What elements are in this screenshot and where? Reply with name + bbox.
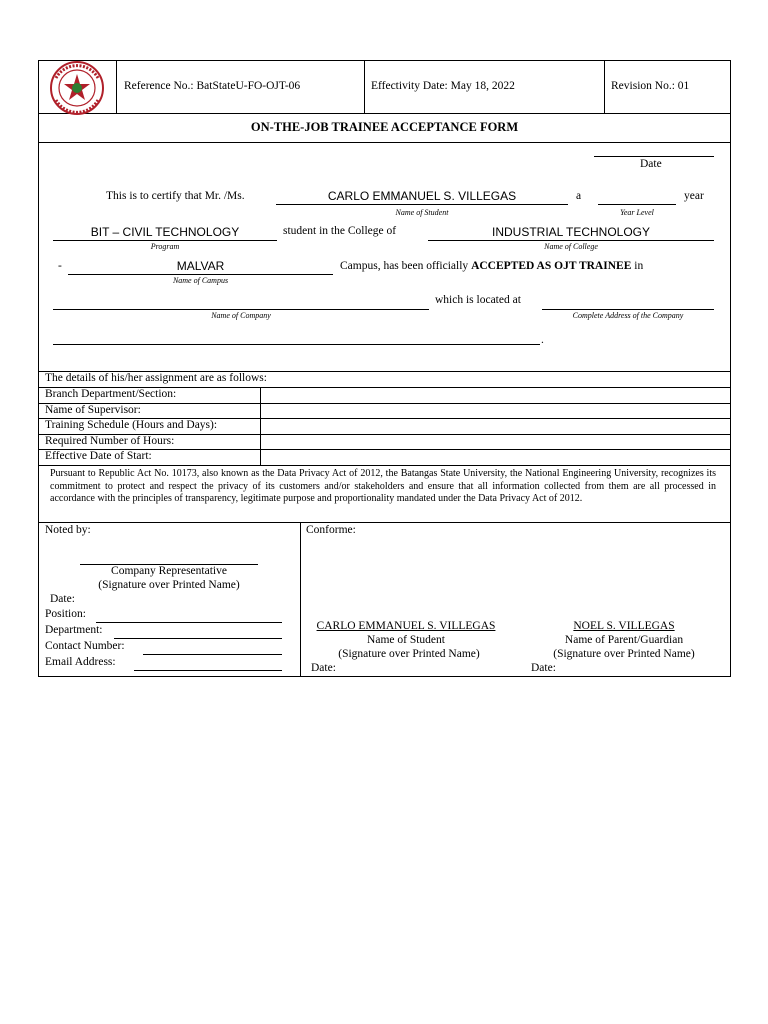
address-continuation-line[interactable] [53,344,540,345]
conforme-parent-signature-caption: (Signature over Printed Name) [553,648,695,660]
student-name-field[interactable]: CARLO EMMANUEL S. VILLEGAS [327,189,517,203]
assignment-label-branch: Branch Department/Section: [45,388,177,400]
address-period: . [541,334,544,346]
table-rule [38,403,731,404]
company-underline [53,309,429,310]
contact-label: Contact Number: [45,640,125,652]
position-label: Position: [45,608,86,620]
contact-field[interactable] [143,654,282,655]
effectivity-date: Effectivity Date: May 18, 2022 [371,80,515,92]
year-level-underline [598,204,676,205]
conforme-student-signature[interactable]: CARLO EMMANUEL S. VILLEGAS [316,620,496,632]
rep-date-label: Date: [50,593,75,605]
date-label: Date [640,158,662,170]
rep-title: Company Representative [111,565,227,577]
reference-number: Reference No.: BatStateU-FO-OJT-06 [124,80,301,92]
conforme-student-name [300,620,512,632]
college-text: student in the College of [283,225,397,237]
year-word: year [684,190,704,202]
located-text: which is located at [435,294,521,306]
date-line[interactable] [594,156,714,157]
address-underline [542,309,714,310]
email-label: Email Address: [45,656,116,668]
student-name-caption: Name of Student [395,208,449,217]
conforme-parent-signature[interactable]: NOEL S. VILLEGAS [573,620,675,632]
assignment-intro: The details of his/her assignment are as follows: [45,372,267,384]
email-field[interactable] [134,670,282,671]
revision-number: Revision No.: 01 [611,80,690,92]
accepted-pre: Campus, has been officially [340,260,469,272]
header-divider [604,60,605,113]
accepted-post: in [634,260,644,272]
accepted-text [340,260,643,272]
address-caption: Complete Address of the Company [572,311,684,320]
program-underline [53,240,277,241]
conforme-student-date: Date: [311,662,336,674]
campus-underline [68,274,333,275]
conforme-parent-name [520,620,728,632]
department-label: Department: [45,624,103,636]
header-bottom-rule [38,113,731,114]
college-field[interactable]: INDUSTRIAL TECHNOLOGY [491,225,651,239]
assignment-label-schedule: Training Schedule (Hours and Days): [45,419,218,431]
university-seal-logo [42,60,112,116]
header-divider [116,60,117,113]
table-column-divider [260,387,261,465]
noted-by-label: Noted by: [45,524,91,536]
campus-dash: - [58,260,62,272]
company-caption: Name of Company [211,311,271,320]
certify-text: This is to certify that Mr. /Ms. [106,190,245,202]
assignment-label-supervisor: Name of Supervisor: [45,404,141,416]
year-level-caption: Year Level [620,208,654,217]
campus-field[interactable]: MALVAR [176,259,225,273]
program-field[interactable]: BIT – CIVIL TECHNOLOGY [90,225,240,239]
conforme-label: Conforme: [306,524,356,536]
student-name-underline [276,204,568,205]
position-field[interactable] [96,622,282,623]
college-caption: Name of College [544,242,598,251]
campus-caption: Name of Campus [172,276,229,285]
college-underline [428,240,714,241]
title-bottom-rule [38,142,731,143]
table-rule [38,465,731,466]
accepted-bold: ACCEPTED AS OJT TRAINEE [471,260,632,272]
assignment-label-start: Effective Date of Start: [45,450,152,462]
privacy-notice: Pursuant to Republic Act No. 10173, also known as the Data Privacy Act of 2012, the Batangas State University, the National Engineering University, recognizes its commitment to protect and respect the privacy of its customers and/or stakeholders and ensure that all information collected from them are all processed in accordance with the principles of transparency, legitimate purpose and proportionality mandated under the Data Privacy Act of 2012. [50,468,716,504]
department-field[interactable] [114,638,282,639]
rep-signature-caption: (Signature over Printed Name) [98,579,240,591]
conforme-student-signature-caption: (Signature over Printed Name) [338,648,480,660]
conforme-parent-date: Date: [531,662,556,674]
form-title: ON-THE-JOB TRAINEE ACCEPTANCE FORM [250,120,519,134]
program-caption: Program [150,242,180,251]
privacy-bottom-rule [38,522,731,523]
conforme-student-title: Name of Student [367,634,445,646]
a-word: a [576,190,582,202]
conforme-parent-title: Name of Parent/Guardian [564,634,684,646]
header-divider [364,60,365,113]
assignment-label-hours: Required Number of Hours: [45,435,175,447]
